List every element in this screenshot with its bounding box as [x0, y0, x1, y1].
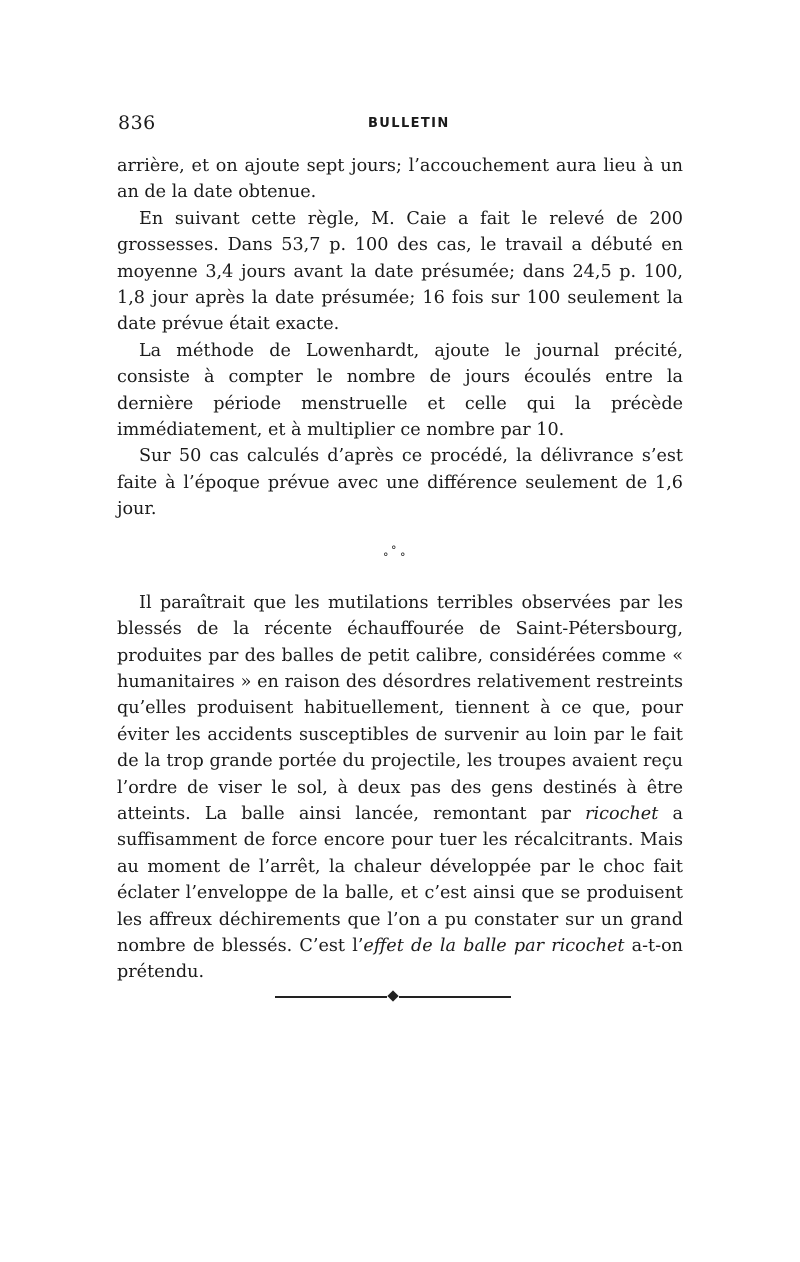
- page-number: 836: [118, 112, 156, 134]
- italic-term: effet de la balle par ricochet: [363, 935, 625, 956]
- asterism-mark: °: [383, 550, 389, 564]
- running-title: BULLETIN: [368, 116, 450, 131]
- paragraph-text: a suffisamment de force encore pour tuer les récalcitrants. Mais au moment de l’arrêt, la chaleur développée par le choc fait éclater l’enveloppe de la balle, et c’est ainsi que se produisent les affreux déchirements que l’on a pu constater sur un grand nombre de blessés. C’est l’: [117, 803, 683, 956]
- paragraph-text: Il paraîtrait que les mutilations terribles observées par les blessés de la récente échauffourée de Saint-Pétersbourg, produites par des balles de petit calibre, considérées comme « humanitaires » en raison des désordres relativement restreints qu’elles produisent habituellement, tiennent à ce que, pour éviter les accidents susceptibles de survenir au loin par le fait de la trop grande portée du projectile, les troupes avaient reçu l’ordre de viser le sol, à deux pas des gens destinés à être atteints. La balle ainsi lancée, remontant par: [117, 592, 683, 824]
- end-separator: [275, 992, 511, 1002]
- italic-term: ricochet: [585, 803, 659, 824]
- page-header: [117, 112, 683, 140]
- paragraph-lowenhardt: La méthode de Lowenhardt, ajoute le journal précité, consiste à compter le nombre de jours écoulés entre la dernière période menstruelle et celle qui la précède immédiatement, et à multiplier ce nombre par 10.: [117, 340, 683, 441]
- section-bottom: [117, 590, 683, 986]
- separator-line-left: [275, 996, 387, 998]
- paragraph-results: Sur 50 cas calculés d’après ce procédé, la délivrance s’est faite à l’époque prévue avec une différence seulement de 1,6 jour.: [117, 446, 683, 520]
- asterism-mark: °: [391, 543, 397, 557]
- paragraph-ricochet: [117, 590, 683, 986]
- paragraph-text: a-t-on prétendu.: [117, 935, 683, 983]
- separator-line-right: [399, 996, 511, 998]
- page-content: [117, 112, 683, 986]
- diamond-ornament-icon: [387, 990, 398, 1001]
- section-asterism: [117, 523, 683, 579]
- paragraph-continuation: arrière, et on ajoute sept jours; l’accouchement aura lieu à un an de la date obtenue.: [117, 156, 683, 203]
- section-top: [117, 153, 683, 523]
- paragraph-caie: En suivant cette règle, M. Caie a fait le relevé de 200 grossesses. Dans 53,7 p. 100 des cas, le travail a débuté en moyenne 3,4 jours avant la date présumée; dans 24,5 p. 100, 1,8 jour après la date présumée; 16 fois sur 100 seulement la date prévue était exacte.: [117, 208, 683, 335]
- asterism-mark: °: [400, 550, 406, 564]
